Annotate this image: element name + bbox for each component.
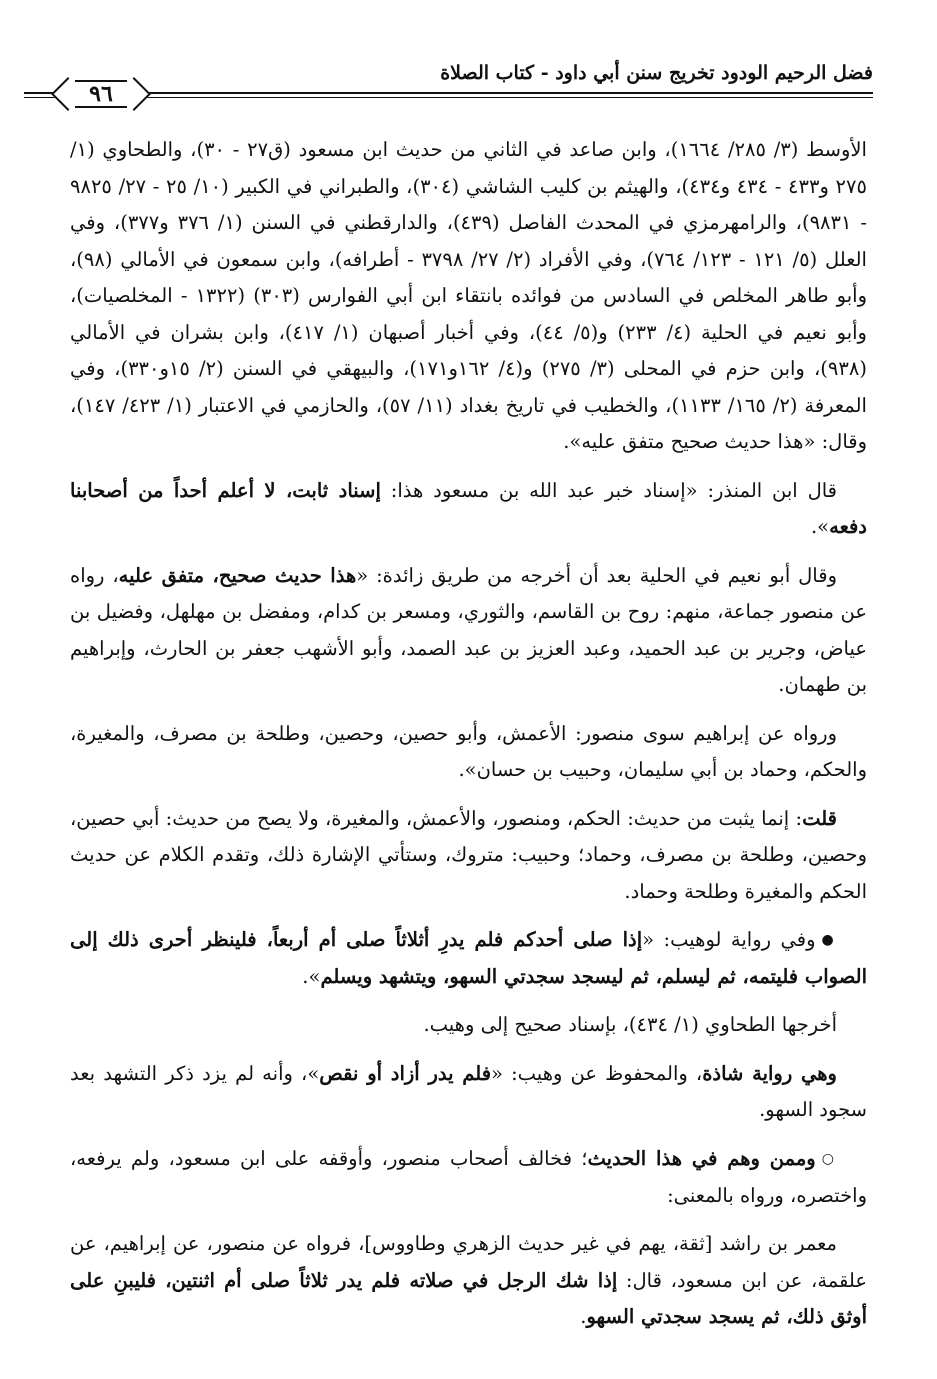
paragraph-shadhdha <box>70 1056 867 1129</box>
bold-label: وهي رواية شاذة <box>702 1061 837 1085</box>
paragraph-text: ورواه عن إبراهيم سوى منصور: الأعمش، وأبو حصين، وحصين، وطلحة بن مصرف، والمغيرة، والحكم، وحماد بن أبي سليمان، وحبيب بن حسان». <box>70 721 867 781</box>
paragraph-text: ، رواه عن منصور جماعة، منهم: روح بن القاسم، والثوري، ومسعر بن كدام، ومفضل بن مهلهل، وفضيل بن عياض، وجرير بن عبد الحميد، وعبد العزيز بن عبد الصمد، وأبو الأشهب جعفر بن الحارث، وإبراهيم بن طهمان. <box>70 563 867 696</box>
paragraph-text: قال ابن المنذر: «إسناد خبر عبد الله بن مسعود هذا: <box>380 478 838 502</box>
header-rule <box>24 92 873 94</box>
bold-quote: هذا حديث صحيح، متفق عليه <box>118 563 357 587</box>
paragraph-citations <box>70 132 867 461</box>
page-body <box>70 132 867 1348</box>
paragraph-abu-nuaym <box>70 558 867 704</box>
paragraph-text: معمر بن راشد [ثقة، يهم في غير حديث الزهري وطاووس]، فرواه عن منصور، عن إبراهيم، عن علقمة، عن ابن مسعود، قال: <box>70 1232 868 1292</box>
bold-quote: فلم يدر أزاد أو نقص <box>319 1061 492 1085</box>
paragraph-text: : إنما يثبت من حديث: الحكم، ومنصور، والأعمش، والمغيرة، ولا يصح من حديث: أبي حصين، وحصين، وطلحة بن مصرف، وحماد؛ وحبيب: متروك، وستأتي الإشارة ذلك، وتقدم الكلام عن حديث الحكم والمغيرة وطلحة وحماد. <box>70 806 867 903</box>
circle-bullet-icon: ○ <box>821 1151 837 1167</box>
paragraph-text: وفي رواية لوهيب: « <box>642 928 816 951</box>
paragraph-wuhayb <box>70 922 867 995</box>
running-title: فضل الرحيم الودود تخريج سنن أبي داود - كتاب الصلاة <box>440 62 873 84</box>
page-header <box>24 56 873 116</box>
bullet-icon: ● <box>821 932 837 949</box>
paragraph-wahm <box>70 1141 867 1214</box>
paragraph-text: ، والمحفوظ عن وهيب: « <box>491 1061 703 1085</box>
paragraph-text: ؛ فخالف أصحاب منصور، وأوقفه على ابن مسعود، ولم يرفعه، واختصره، ورواه بالمعنى: <box>70 1146 867 1207</box>
bold-label: قلت <box>802 806 837 830</box>
page-number-ornament <box>56 78 146 110</box>
paragraph-text: . <box>580 1305 587 1328</box>
paragraph-text: وقال أبو نعيم في الحلية بعد أن أخرجه من طريق زائدة: « <box>356 563 837 587</box>
paragraph-mamar <box>70 1226 867 1336</box>
paragraph-text: ». <box>302 964 321 988</box>
header-rule-thin <box>24 97 873 98</box>
paragraph-narrators <box>70 716 867 789</box>
paragraph-text: »، وأنه لم يزد ذكر التشهد بعد سجود السهو. <box>70 1061 867 1122</box>
bold-quote: إسناد ثابت، لا أعلم أحداً من أصحابنا دفعه <box>70 478 867 538</box>
paragraph-text: أخرجها الطحاوي (١/ ٤٣٤)، بإسناد صحيح إلى وهيب. <box>423 1013 837 1037</box>
paragraph-text: الأوسط (٣/ ٢٨٥/ ١٦٦٤)، وابن صاعد في الثاني من حديث ابن مسعود (ق٢٧ - ٣٠)، والطحاوي (١/ ٢٧٥ و٤٣٣ - ٤٣٤ و٤٣٤)، والهيثم بن كليب الشاشي (٣٠٤)، والطبراني في الكبير (١٠/ ٢٥ - ٢٧/ ٩٨٢٥ - ٩٨٣١)، والرامهرمزي في المحدث الفاصل (٤٣٩)، والدارقطني في السنن (١/ ٣٧٦ و٣٧٧)، وفي العلل (٥/ ١٢١ - ١٢٣/ ٧٦٤)، وفي الأفراد (٢/ ٢٧/ ٣٧٩٨ - أطرافه)، وابن سمعون في الأمالي (٩٨)، وأبو طاهر المخلص في السادس من فوائده بانتقاء ابن أبي الفوارس (٣٠٣) (١٣٢٢ - المخلصيات)، وأبو نعيم في الحلية (٤/ ٢٣٣) و(٥/ ٤٤)، وفي أخبار أصبهان (١/ ٤١٧)، وابن بشران في الأمالي (٩٣٨)، وابن حزم في المحلى (٣/ ٢٧٥) و(٤/ ١٦٢و١٧١)، والبيهقي في السنن (٢/ ١٥و٣٣٠)، وفي المعرفة (٢/ ١٦٥/ ١١٣٣)، والخطيب في تاريخ بغداد (١١/ ٥٧)، والحازمي في الاعتبار (١/ ٤٢٣/ ١٤٧)، وقال: «هذا حديث صحيح متفق عليه». <box>70 138 868 453</box>
paragraph-comment <box>70 801 867 911</box>
paragraph-tahawi <box>70 1007 867 1044</box>
bold-label: وممن وهم في هذا الحديث <box>587 1146 816 1170</box>
paragraph-ibn-almundhir <box>70 473 867 546</box>
bold-quote: إذا صلى أحدكم فلم يدرِ أثلاثاً صلى أم أربعاً، فلينظر أحرى ذلك إلى الصواب فليتمه، ثم ليسلم، ثم ليسجد سجدتي السهو، ويتشهد ويسلم <box>70 928 867 988</box>
paragraph-text: ». <box>810 515 830 538</box>
bold-quote: إذا شك الرجل في صلاته فلم يدر ثلاثاً صلى أم اثنتين، فليبنِ على أوثق ذلك، ثم يسجد سجدتي السهو <box>70 1268 867 1328</box>
page-number: ٩٦ <box>75 80 127 108</box>
